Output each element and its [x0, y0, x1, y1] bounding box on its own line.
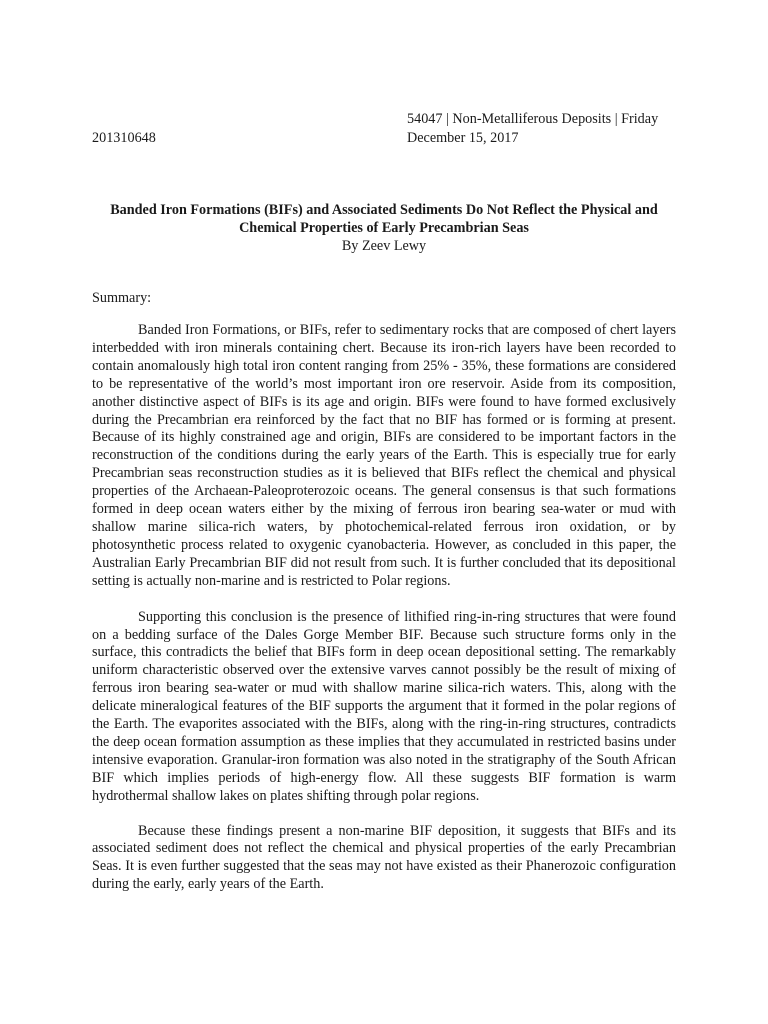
student-id: 201310648	[92, 130, 156, 146]
summary-paragraph-3: Because these findings present a non-marine BIF deposition, it suggests that BIFs and its associated sediment does not reflect the chemical and physical properties of the early Precambrian Seas. It is even further suggested that the seas may not have existed as their Phanerozoic configuration during the early, early years of the Earth.	[92, 822, 676, 893]
summary-body	[92, 322, 676, 912]
course-line: 54047 | Non-Metalliferous Deposits | Friday	[407, 111, 659, 127]
submission-date: December 15, 2017	[407, 130, 519, 146]
summary-paragraph-2: Supporting this conclusion is the presence of lithified ring-in-ring structures that were found on a bedding surface of the Dales Gorge Member BIF. Because such structure forms only in the surface, this contradicts the belief that BIFs form in deep ocean depositional setting. The remarkably uniform characteristic observed over the extensive varves cannot possibly be the result of mixing of ferrous iron bearing sea-water or mud with shallow marine silica-rich waters. This, along with the delicate mineralogical features of the BIF supports the argument that it formed in the polar regions of the Earth. The evaporites associated with the BIFs, along with the ring-in-ring structures, contradicts the deep ocean formation assumption as these implies that they accumulated in restricted basins under intensive evaporation. Granular-iron formation was also noted in the stratigraphy of the South African BIF which implies periods of high-energy flow. All these suggests BIF formation is warm hydrothermal shallow lakes on plates shifting through polar regions.	[92, 608, 676, 804]
article-title: Banded Iron Formations (BIFs) and Associated Sediments Do Not Reflect the Physical and Chemical Properties of Early Precambrian Seas	[110, 202, 658, 236]
title-block	[84, 201, 684, 255]
summary-paragraph-1: Banded Iron Formations, or BIFs, refer to sedimentary rocks that are composed of chert layers interbedded with iron minerals containing chert. Because its iron-rich layers have been recorded to contain anomalously high total iron content ranging from 25% - 35%, these formations are considered to be representative of the world’s most important iron ore reservoir. Aside from its composition, another distinctive aspect of BIFs is its age and origin. BIFs were found to have formed exclusively during the Precambrian era reinforced by the fact that no BIF has formed or is forming at present. Because of its highly constrained age and origin, BIFs are considered to be important factors in the reconstruction of the conditions during the early years of the Earth. This is especially true for early Precambrian seas reconstruction studies as it is believed that BIFs reflect the chemical and physical properties of the Archaean-Paleoproterozoic oceans. The general consensus is that such formations formed in deep ocean waters either by the mixing of ferrous iron bearing sea-water or mud with shallow marine silica-rich waters, by photochemical-related ferrous iron oxidation, or by photosynthetic process related to oxygenic cyanobacteria. However, as concluded in this paper, the Australian Early Precambrian BIF did not result from such. It is further concluded that its depositional setting is actually non-marine and is restricted to Polar regions.	[92, 322, 676, 589]
summary-heading: Summary:	[92, 290, 152, 306]
article-byline: By Zeev Lewy	[341, 238, 427, 254]
